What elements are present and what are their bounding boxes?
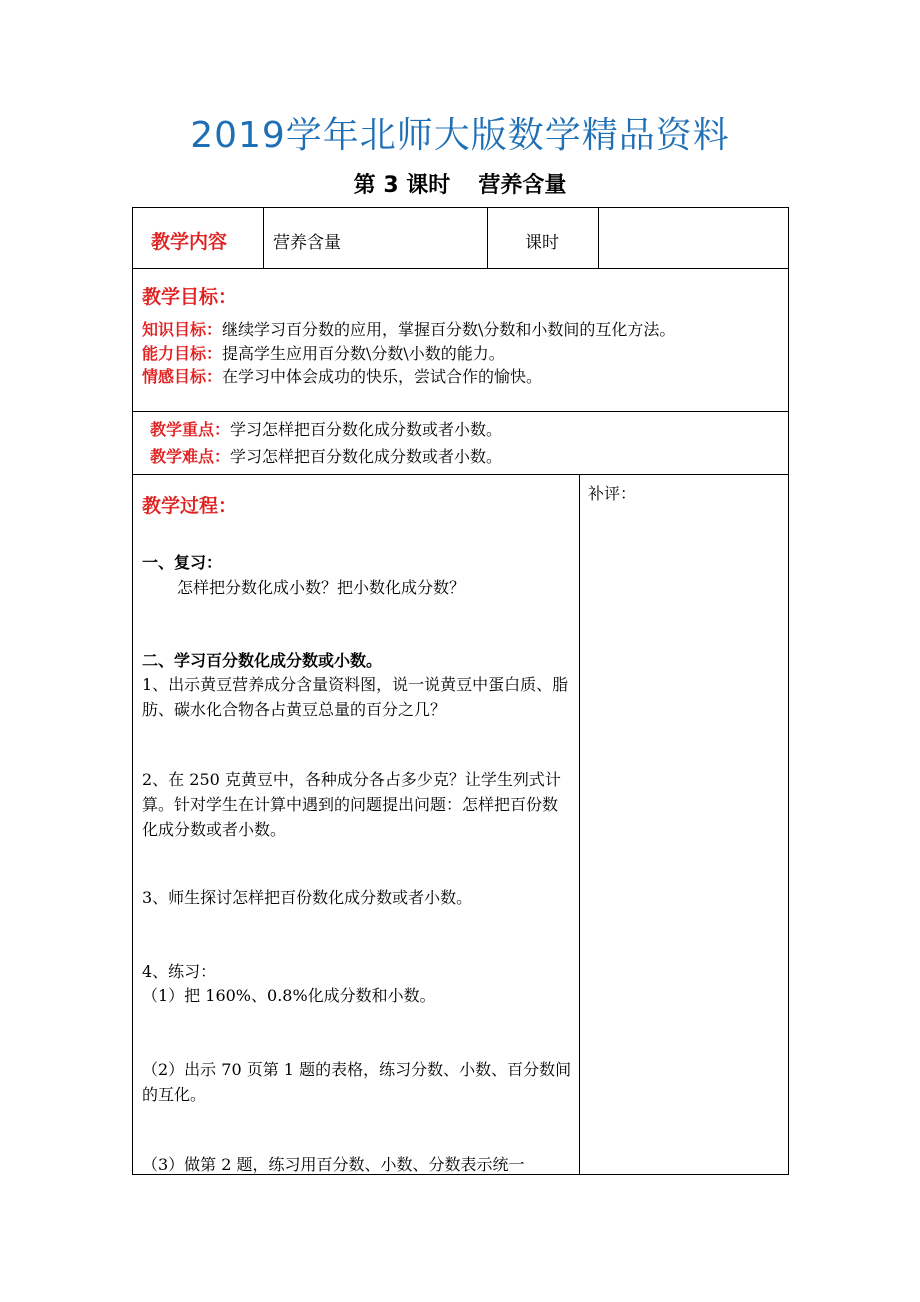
key-point [150,418,502,442]
focus-section [132,411,789,475]
info-divider-1 [263,208,264,268]
period-label: 课时 [525,233,559,253]
emotion-label: 情感目标： [142,367,223,386]
process-heading: 教学过程： [142,495,238,517]
step-4-heading: 4、练习： [142,962,217,981]
content-label: 教学内容 [151,231,228,253]
knowledge-label: 知识目标： [142,320,223,339]
ability-text: 提高学生应用百分数\分数\小数的能力。 [222,344,505,363]
info-row [132,207,789,269]
lesson-title [0,170,920,202]
difficult-point [150,445,502,469]
exercise-2: （2）出示 70 页第 1 题的表格，练习分数、小数、百分数间的互化。 [142,1060,572,1104]
process-section [132,474,789,1175]
comment-divider [579,475,580,1174]
review-heading: 一、复习： [142,553,223,572]
ability-objective [142,342,505,366]
exercise-3: （3）做第 2 题，练习用百分数、小数、分数表示统一 [142,1155,525,1174]
comment-label: 补评： [588,484,637,503]
info-divider-2 [487,208,488,268]
info-divider-3 [598,208,599,268]
content-value: 营养含量 [273,233,341,253]
step-1: 1、出示黄豆营养成分含量资料图，说一说黄豆中蛋白质、脂肪、碳水化合物各占黄豆总量的百分之几？ [142,675,569,719]
emotion-objective [142,365,542,389]
knowledge-objective [142,318,675,342]
lesson-name: 营养含量 [478,173,567,198]
objectives-section [132,268,789,412]
step-2: 2、在 250 克黄豆中，各种成分各占多少克？让学生列式计算。针对学生在计算中遇到的问题提出问题：怎样把百份数化成分数或者小数。 [142,770,561,839]
knowledge-text: 继续学习百分数的应用，掌握百分数\分数和小数间的互化方法。 [222,320,676,339]
ability-label: 能力目标： [142,344,223,363]
emotion-text: 在学习中体会成功的快乐，尝试合作的愉快。 [222,367,543,386]
lesson-number: 第 3 课时 [353,173,451,198]
key-label: 教学重点： [150,420,231,439]
exercise-1: （1）把 160%、0.8%化成分数和小数。 [142,986,436,1005]
review-text: 怎样把分数化成小数？把小数化成分数？ [177,578,466,597]
key-text: 学习怎样把百分数化成分数或者小数。 [230,420,503,439]
objectives-heading: 教学目标： [142,286,238,308]
difficult-text: 学习怎样把百分数化成分数或者小数。 [230,447,503,466]
difficult-label: 教学难点： [150,447,231,466]
learn-heading: 二、学习百分数化成分数或小数。 [142,651,383,670]
step-3: 3、师生探讨怎样把百份数化成分数或者小数。 [142,888,473,907]
page-title: 2019学年北师大版数学精品资料 [190,115,730,156]
